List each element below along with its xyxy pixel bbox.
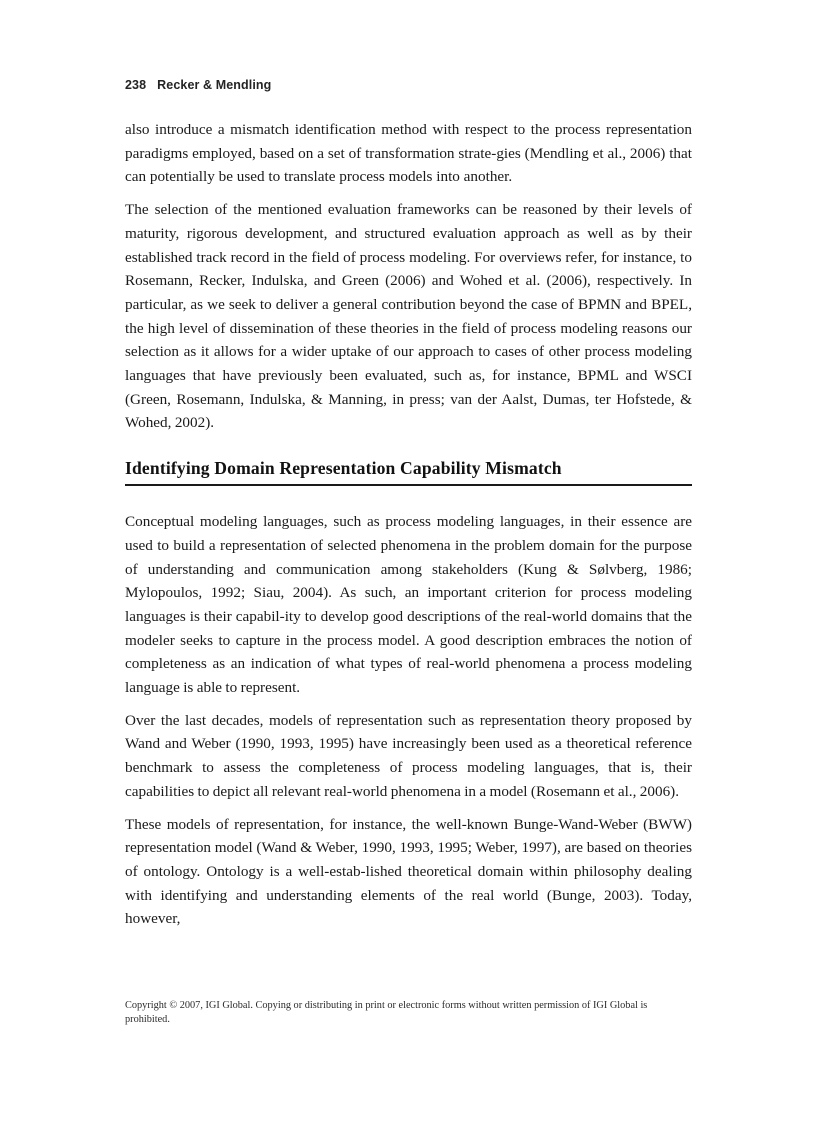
running-header-title: Recker & Mendling (157, 78, 272, 92)
paragraph: These models of representation, for instance, the well-known Bunge-Wand-Weber (BWW) representation model (Wand & Weber, 1990, 1993, 1995; Weber, 1997), are based on theories of ontology. Ontology is a well-estab-lished theoretical domain within philosophy dealing with identifying and understanding elements of the real world (Bunge, 2003). Today, however, (125, 815, 692, 928)
copyright-footer: Copyright © 2007, IGI Global. Copying or distributing in print or electronic forms without written permission of IGI Global is prohibited. (125, 1000, 648, 1026)
text-column (125, 118, 692, 931)
page-number: 238 (125, 78, 147, 92)
section-heading: Identifying Domain Representation Capability Mismatch (125, 457, 692, 486)
paragraph: also introduce a mismatch identification method with respect to the process representation paradigms employed, based on a set of transformation strate-gies (Mendling et al., 2006) that can potentially be used to translate process models into another. (125, 121, 692, 186)
running-header (125, 78, 692, 92)
paragraph: The selection of the mentioned evaluation frameworks can be reasoned by their levels of maturity, rigorous development, and structured evaluation approach as well as by their established track record in the field of process modeling. For overviews refer, for instance, to Rosemann, Recker, Indulska, and Green (2006) and Wohed et al. (2006), respectively. In particular, as we seek to deliver a general contribution beyond the case of BPMN and BPEL, the high level of dissemination of these theories in the field of process modeling reasons our selection as it allows for a wider uptake of our approach to cases of other process modeling languages that have previously been evaluated, such as, for instance, BPML and WSCI (Green, Rosemann, Indulska, & Manning, in press; van der Aalst, Dumas, ter Hofstede, & Wohed, 2002). (125, 201, 692, 432)
paragraph: Conceptual modeling languages, such as process modeling languages, in their essence are used to build a representation of selected phenomena in the problem domain for the purpose of understanding and communication among stakeholders (Kung & Sølvberg, 1986; Mylopoulos, 1992; Siau, 2004). As such, an important criterion for process modeling languages is their capabil-ity to develop good descriptions of the real-world domains that the modeler seeks to capture in the process model. A good description embraces the notion of completeness as an indication of what types of real-world phenomena a process modeling language is able to represent. (125, 513, 692, 697)
paragraph: Over the last decades, models of representation such as representation theory proposed by Wand and Weber (1990, 1993, 1995) have increasingly been used as a theoretical reference benchmark to assess the completeness of process modeling languages, that is, their capabilities to depict all relevant real-world phenomena in a model (Rosemann et al., 2006). (125, 711, 692, 800)
